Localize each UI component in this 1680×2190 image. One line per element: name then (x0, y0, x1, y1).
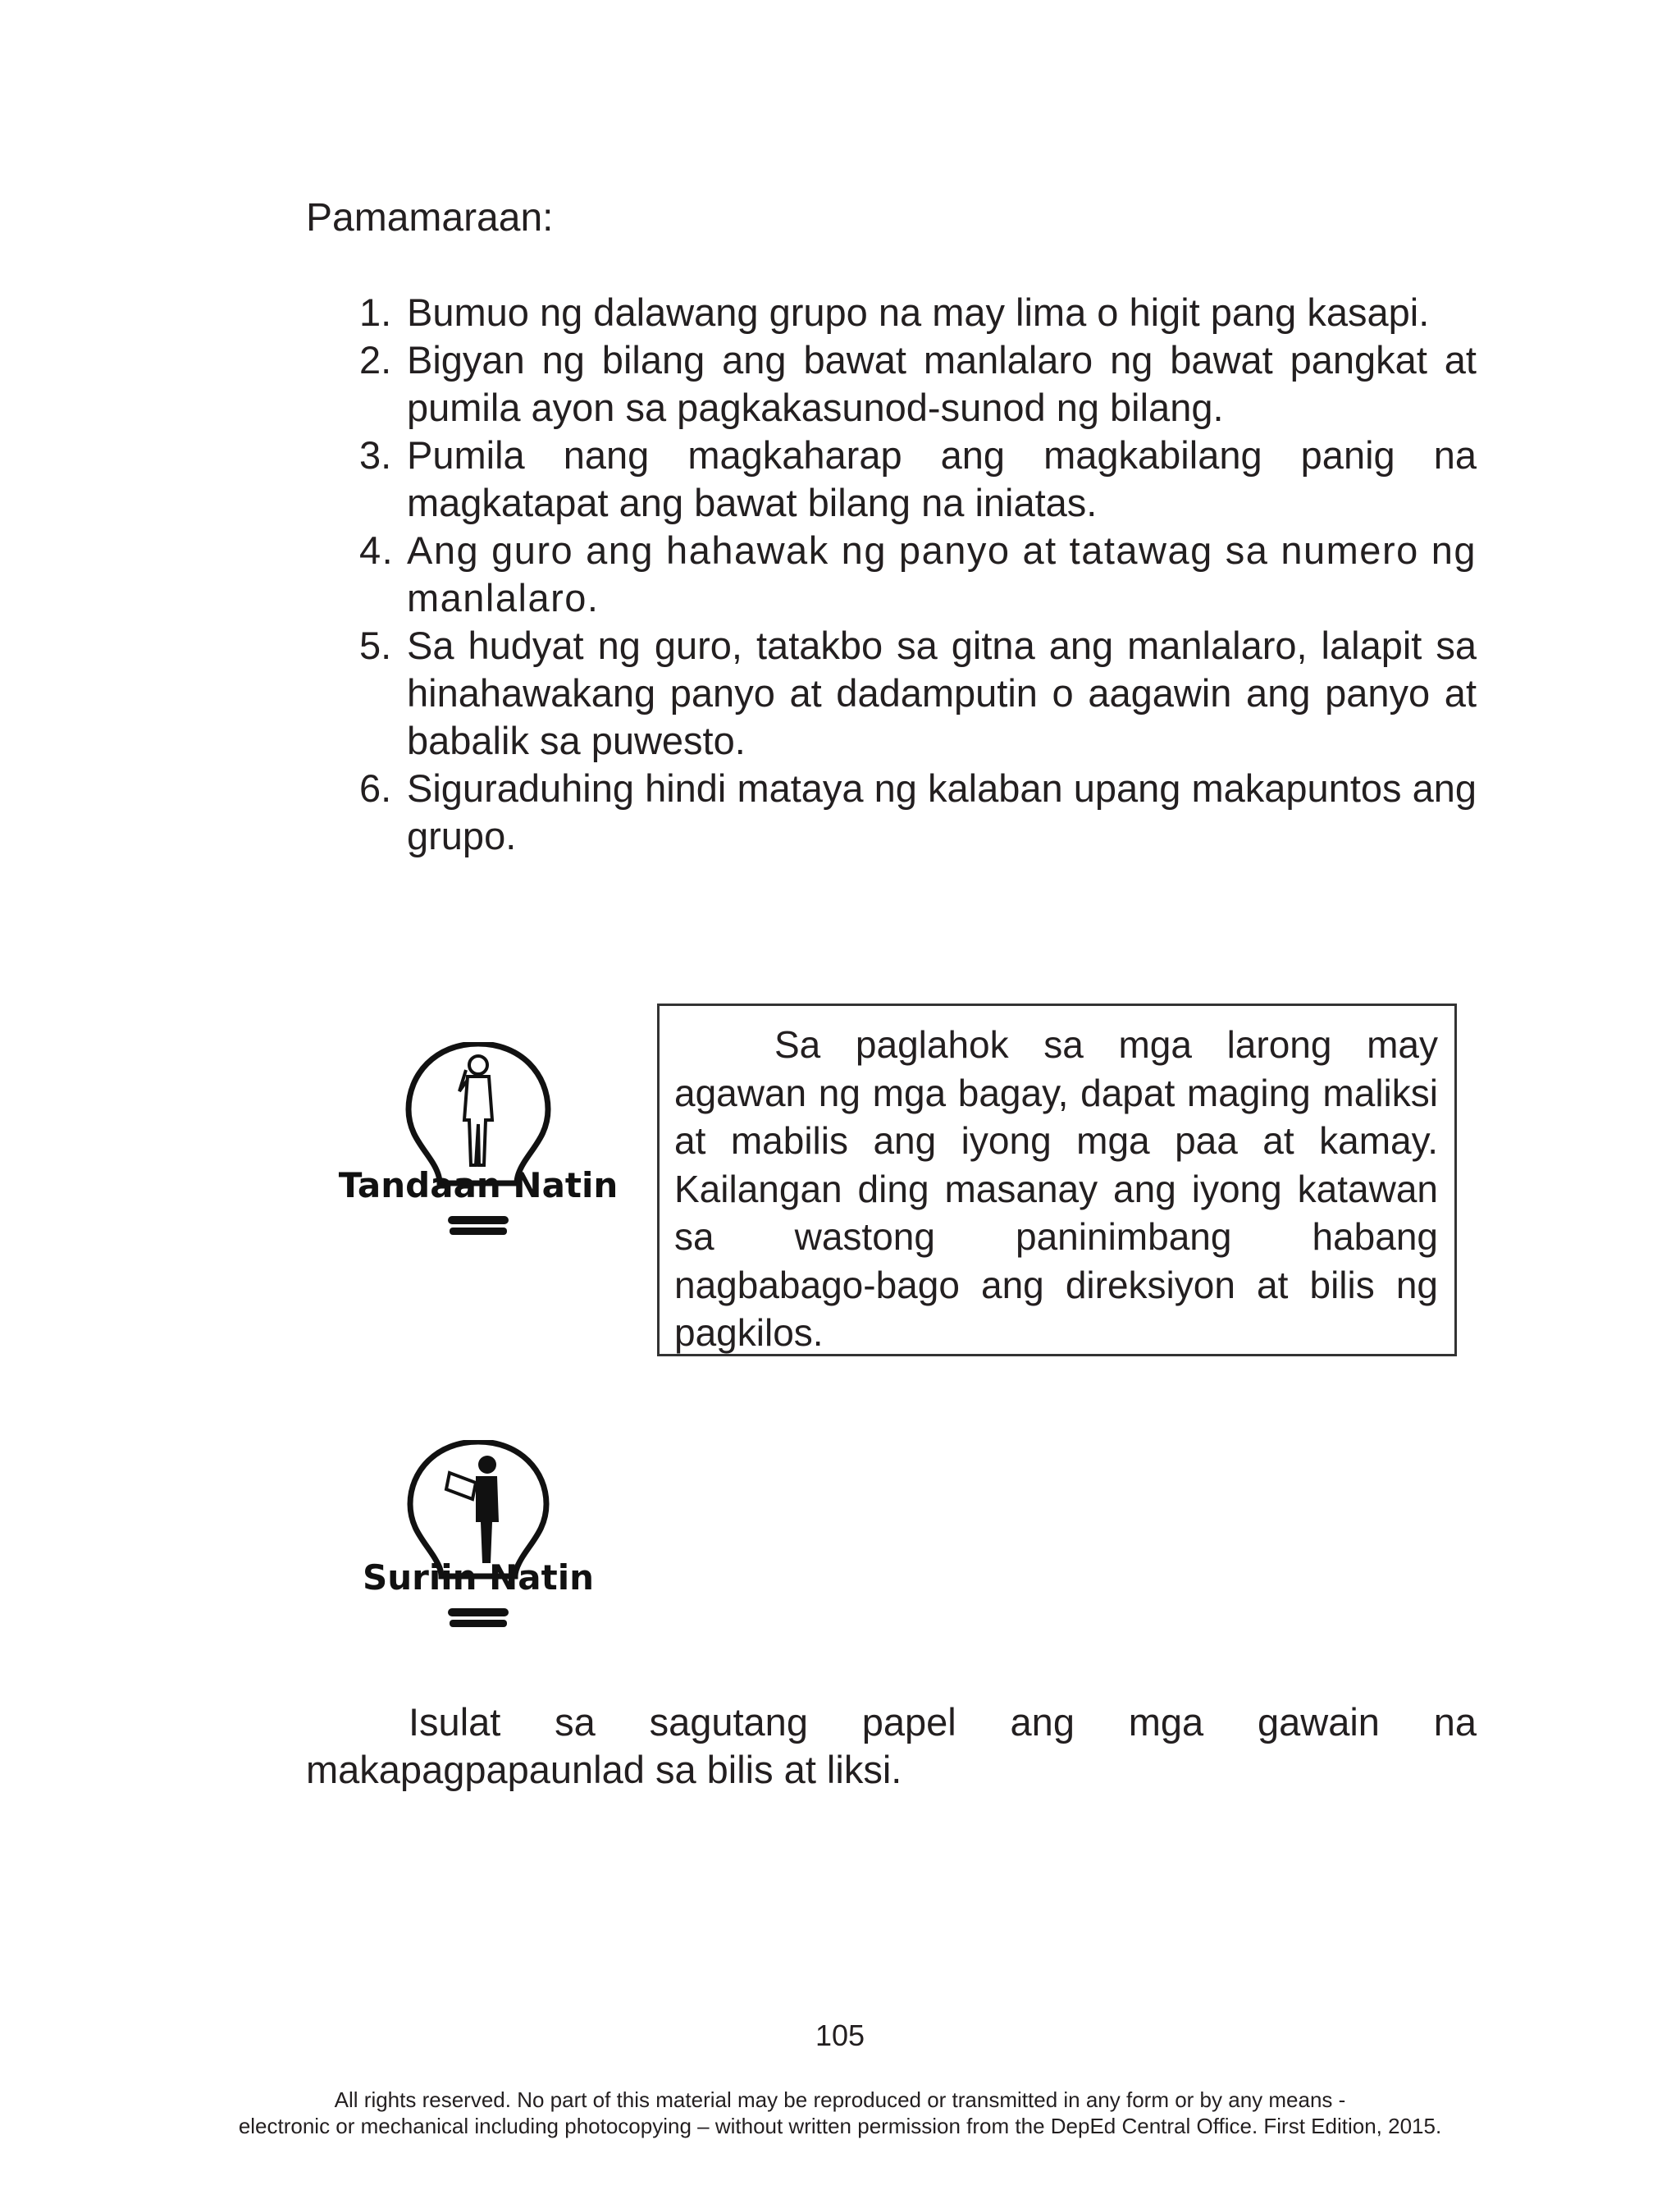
tandaan-natin-icon-block (335, 1042, 622, 1239)
lightbulb-reader-icon (335, 1440, 622, 1629)
tandaan-natin-label: Tandaan Natin (338, 1165, 619, 1205)
copyright-footer (0, 2087, 1680, 2139)
list-item: 6. Siguraduhing hindi mataya ng kalaban upang makapuntos ang grupo. (359, 766, 1477, 857)
list-item: 5. Sa hudyat ng guro, tatakbo sa gitna ang manlalaro, lalapit sa hinahawakang panyo at dadamputin o aagawin ang panyo at babalik sa puwesto. (359, 624, 1477, 762)
footer-line: All rights reserved. No part of this material may be reproduced or transmitted in any form or by any means - (334, 2087, 1346, 2112)
list-item: 4. Ang guro ang hahawak ng panyo at tatawag sa numero ng manlalaro. (359, 528, 1477, 620)
tandaan-natin-note (657, 1004, 1457, 1356)
suriin-natin-icon-block (335, 1440, 622, 1629)
page-number: 105 (815, 2019, 865, 2052)
list-item: 1. Bumuo ng dalawang grupo na may lima o higit pang kasapi. (359, 290, 1430, 334)
section-heading: Pamamaraan: (306, 196, 554, 240)
task-instruction: Isulat sa sagutang papel ang mga gawain na makapagpapaunlad sa bilis at liksi. (306, 1700, 1477, 1791)
suriin-natin-label: Suriin Natin (362, 1557, 595, 1598)
lightbulb-person-icon (335, 1042, 622, 1239)
list-item: 2. Bigyan ng bilang ang bawat manlalaro ng bawat pangkat at pumila ayon sa pagkakasunod-sunod ng bilang. (359, 338, 1477, 429)
note-text: Sa paglahok sa mga larong may agawan ng mga bagay, dapat maging maliksi at mabilis ang iyong mga paa at kamay. Kailangan ding masanay ang iyong katawan sa wastong paninimbang habang nagbabago-bago ang direksiyon at bilis ng pagkilos. (674, 1023, 1438, 1354)
list-item: 3. Pumila nang magkaharap ang magkabilang panig na magkatapat ang bawat bilang na iniatas. (359, 433, 1477, 524)
footer-line: electronic or mechanical including photocopying – without written permission from the DepEd Central Office. First Edition, 2015. (238, 2114, 1442, 2138)
procedure-list (359, 289, 1477, 860)
